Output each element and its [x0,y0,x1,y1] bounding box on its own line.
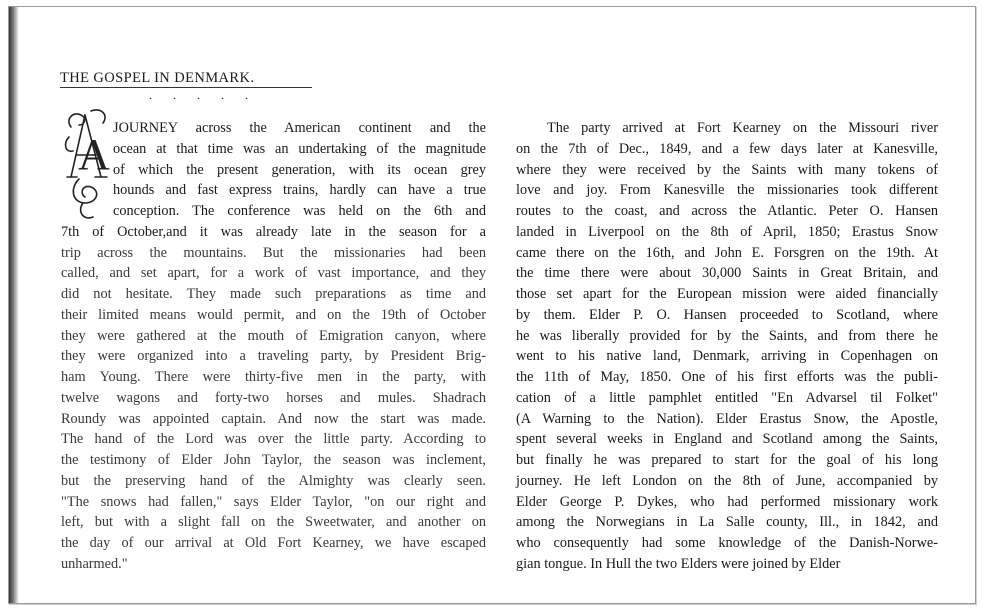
text-line: journey. He left London on the 8th of June, accompanied by [516,472,938,489]
scanned-page [8,6,976,604]
text-line: they were organized into a traveling party, by President Brig- [61,348,486,365]
text-line: ocean at that time was an undertaking of the magnitude [113,140,486,157]
text-line: among the Norwegians in La Salle county, Ill., in 1842, and [516,514,938,531]
text-line: but finally he was prepared to start for the goal of his long [516,452,938,468]
left-column [61,118,486,575]
text-line: routes to the coast, and across the Atlantic. Peter O. Hansen [516,203,938,219]
text-line: who consequently had some knowledge of the Danish-Norwe- [516,535,938,551]
drop-cap-letter: A [78,130,110,179]
text-line: went to his native land, Denmark, arriving in Copenhagen on [516,348,938,365]
text-line: Elder George P. Dykes, who had performed missionary work [516,493,938,510]
text-line: JOURNEY across the American continent and the [113,120,486,136]
title-ornament-dots: . . . . . [149,88,257,102]
text-line: left, but with a slight fall on the Sweetwater, and another on [61,514,486,531]
text-line: by them. Elder P. O. Hansen proceeded to Scotland, where [516,306,938,323]
text-line: cation of a little pamphlet entitled "En Advarsel til Folket" [516,389,938,406]
text-line: he was liberally provided for by the Saints, and from there he [516,327,938,344]
text-line: The party arrived at Fort Kearney on the Missouri river [547,120,938,136]
text-line: their limited means would permit, and on the 19th of October [61,306,486,323]
text-line: where they were received by the Saints with many tokens of [516,161,938,178]
text-line: twelve wagons and forty-two horses and mules. Shadrach [61,389,486,406]
text-line: conception. The conference was held on the 6th and [113,203,486,219]
text-line: spent several weeks in England and Scotland among the Saints, [516,431,938,448]
text-line: the 11th of May, 1850. One of his first efforts was the publi- [516,369,938,385]
text-line: the time there were about 30,000 Saints in Great Britain, and [516,265,938,282]
text-line: they were gathered at the mouth of Emigration canyon, where [61,327,486,344]
text-line: gian tongue. In Hull the two Elders were joined by Elder [516,555,841,572]
text-line: came there on the 16th, and John E. Forsgren on the 19th. At [516,244,938,261]
text-line: (A Warning to the Nation). Elder Erastus Snow, the Apostle, [516,410,938,427]
text-line: of which the present generation, with its ocean grey [113,161,486,178]
text-line: 7th of October,and it was already late in the season for a [61,223,486,240]
text-line: The hand of the Lord was over the little party. According to [61,431,486,448]
text-line: Roundy was appointed captain. And now the start was made. [61,410,486,427]
text-line: ham Young. There were thirty-five men in the party, with [61,369,486,385]
text-line: love and joy. From Kanesville the missionaries took different [516,182,938,199]
article-title: THE GOSPEL IN DENMARK. [60,70,255,86]
text-line: did not hesitate. They made such preparations as time and [61,286,486,302]
text-line: trip across the mountains. But the missionaries had been [61,244,486,261]
text-line: the testimony of Elder John Taylor, the season was inclement, [61,452,486,468]
text-line: called, and set apart, for a work of vast importance, and they [61,265,486,282]
page-binding-edge [9,7,19,603]
text-line: on the 7th of Dec., 1849, and a few days later at Kanesville, [516,140,938,157]
text-line: "The snows had fallen," says Elder Taylor, "on our right and [61,493,486,510]
right-column [516,118,938,575]
text-line: the day of our arrival at Old Fort Kearney, we have escaped [61,535,486,551]
text-line: but the preserving hand of the Almighty was clearly seen. [61,472,486,489]
text-line: landed in Liverpool on the 8th of April, 1850; Erastus Snow [516,223,938,240]
text-line: hounds and fast express trains, hardly can have a true [113,182,486,199]
text-line: unharmed." [61,555,128,572]
text-line: those set apart for the European mission were aided financially [516,286,938,302]
